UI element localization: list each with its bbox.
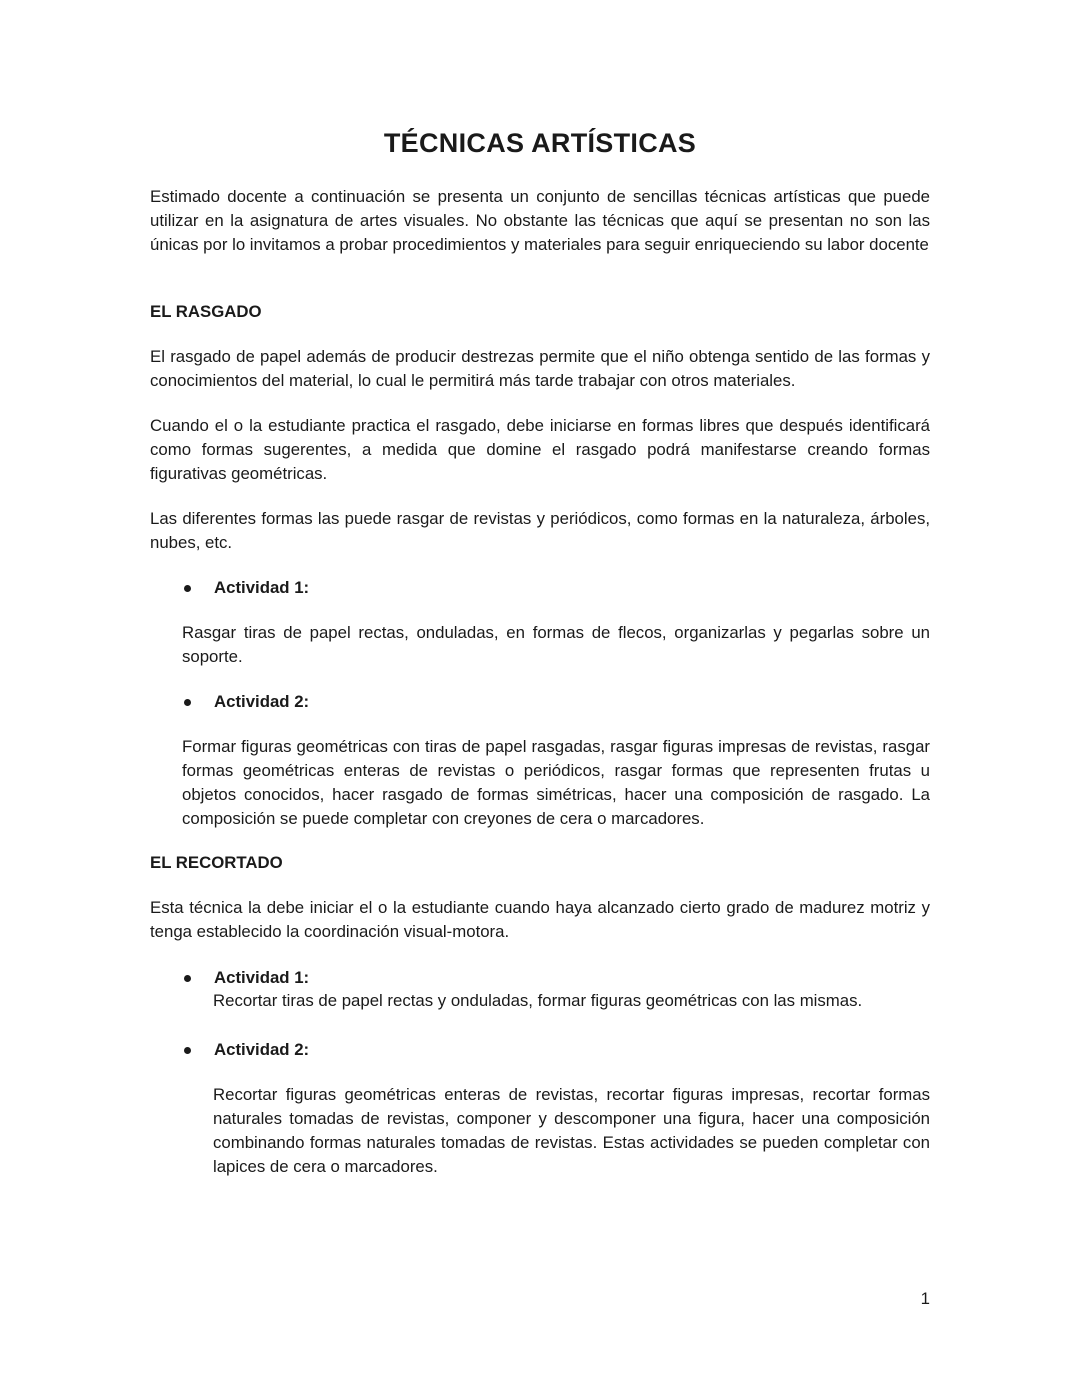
activity-label: Actividad 2: [214,1040,310,1059]
recortado-activity-1-text: Recortar tiras de papel rectas y onduladas, formar figuras geométricas con las mismas. [213,991,863,1010]
rasgado-paragraph-1: El rasgado de papel además de producir destrezas permite que el niño obtenga sentido de las formas y conocimientos del material, lo cual le permitirá más tarde trabajar con otros materiales. [150,347,930,390]
rasgado-paragraph-2: Cuando el o la estudiante practica el rasgado, debe iniciarse en formas libres que después identificará como formas sugerentes, a medida que domine el rasgado podrá manifestarse creando formas figurativas geométricas. [150,416,930,483]
page-title: TÉCNICAS ARTÍSTICAS [383,128,697,158]
section-heading-recortado: EL RECORTADO [150,853,283,872]
rasgado-activity-2-text: Formar figuras geométricas con tiras de papel rasgadas, rasgar figuras impresas de revistas, rasgar formas geométricas enteras de revistas o periódicos, rasgar formas que representen frutas u objetos conocidos, hacer rasgado de formas simétricas, hacer una composición de rasgado. La composición se puede completar con creyones de cera o marcadores. [182,737,930,828]
bullet-dot [184,699,191,706]
bullet-dot [184,975,191,982]
page-number: 1 [920,1289,930,1308]
recortado-paragraph-1: Esta técnica la debe iniciar el o la estudiante cuando haya alcanzado cierto grado de madurez motriz y tenga establecido la coordinación visual-motora. [150,898,930,941]
rasgado-paragraph-3: Las diferentes formas las puede rasgar de revistas y periódicos, como formas en la naturaleza, árboles, nubes, etc. [150,509,930,552]
activity-label: Actividad 1: [214,578,310,597]
bullet-dot [184,585,191,592]
bullet-dot [184,1047,191,1054]
recortado-activity-2-text: Recortar figuras geométricas enteras de revistas, recortar figuras impresas, recortar formas naturales tomadas de revistas, componer y descomponer una figura, hacer una composición combinando formas naturales tomadas de revistas. Estas actividades se pueden completar con lapices de cera o marcadores. [213,1085,930,1176]
activity-label: Actividad 2: [214,692,310,711]
intro-paragraph: Estimado docente a continuación se presenta un conjunto de sencillas técnicas artísticas que puede utilizar en la asignatura de artes visuales. No obstante las técnicas que aquí se presentan no son las únicas por lo invitamos a probar procedimientos y materiales para seguir enriqueciendo su labor docente [150,187,930,254]
section-heading-rasgado: EL RASGADO [150,302,262,321]
rasgado-activity-1-text: Rasgar tiras de papel rectas, onduladas, en formas de flecos, organizarlas y pegarlas sobre un soporte. [182,623,930,666]
activity-label: Actividad 1: [214,968,310,987]
